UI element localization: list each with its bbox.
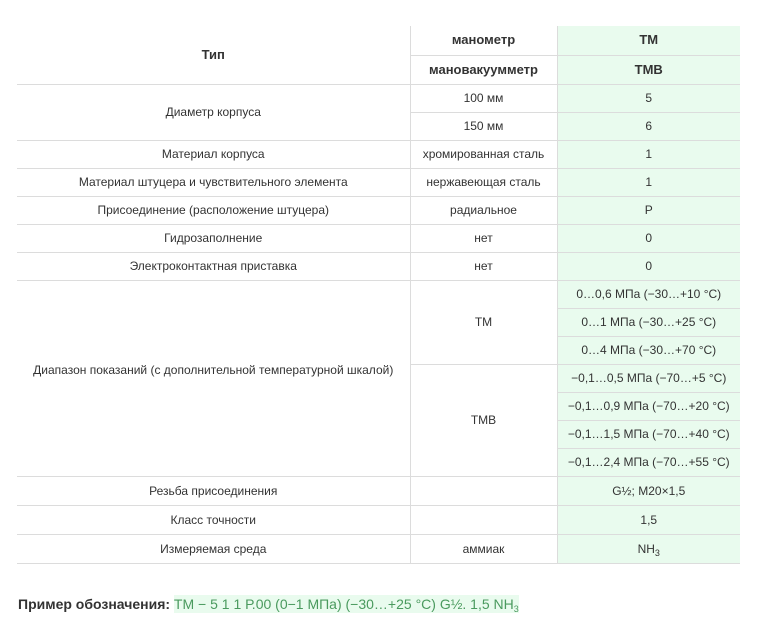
case-material-code: 1 xyxy=(557,140,740,168)
diameter-code-5: 5 xyxy=(557,84,740,112)
range-label: Диапазон показаний (с дополнительной температурной шкалой) xyxy=(17,280,410,476)
fitting-material-label: Материал штуцера и чувствительного элемента xyxy=(17,168,410,196)
medium-label: Измеряемая среда xyxy=(17,534,410,563)
case-material-value: хромированная сталь xyxy=(410,140,557,168)
range-tmv-code-3: −0,1…1,5 МПа (−70…+40 °C) xyxy=(557,420,740,448)
medium-code xyxy=(557,534,740,563)
fitting-material-value: нержавеющая сталь xyxy=(410,168,557,196)
range-tmv-code-4: −0,1…2,4 МПа (−70…+55 °C) xyxy=(557,448,740,476)
range-tm-label: ТМ xyxy=(410,280,557,364)
manovacuummeter-header: мановакуумметр xyxy=(410,55,557,84)
thread-code: G½; М20×1,5 xyxy=(557,476,740,505)
specification-table xyxy=(17,26,740,564)
connection-label: Присоединение (расположение штуцера) xyxy=(17,196,410,224)
example-code-main: ТМ − 5 1 1 Р.00 (0−1 МПа) (−30…+25 °C) G½. 1,5 NH xyxy=(173,596,514,612)
electrocontact-code: 0 xyxy=(557,252,740,280)
thread-label: Резьба присоединения xyxy=(17,476,410,505)
range-tmv-code-1: −0,1…0,5 МПа (−70…+5 °C) xyxy=(557,364,740,392)
range-tmv-code-2: −0,1…0,9 МПа (−70…+20 °C) xyxy=(557,392,740,420)
manometer-header: манометр xyxy=(410,26,557,55)
connection-code: Р xyxy=(557,196,740,224)
hydro-fill-label: Гидрозаполнение xyxy=(17,224,410,252)
electrocontact-label: Электроконтактная приставка xyxy=(17,252,410,280)
type-header: Тип xyxy=(17,26,410,84)
diameter-label: Диаметр корпуса xyxy=(17,84,410,140)
accuracy-value xyxy=(410,505,557,534)
example-code-subscript: 3 xyxy=(513,604,519,614)
case-material-label: Материал корпуса xyxy=(17,140,410,168)
fitting-material-code: 1 xyxy=(557,168,740,196)
medium-code-subscript: 3 xyxy=(654,547,660,558)
designation-example xyxy=(18,596,519,612)
range-tm-code-3: 0…4 МПа (−30…+70 °C) xyxy=(557,336,740,364)
medium-code-main: NH xyxy=(637,541,655,556)
diameter-code-6: 6 xyxy=(557,112,740,140)
accuracy-code: 1,5 xyxy=(557,505,740,534)
hydro-fill-code: 0 xyxy=(557,224,740,252)
tmv-code-header: ТМВ xyxy=(557,55,740,84)
range-tm-code-2: 0…1 МПа (−30…+25 °C) xyxy=(557,308,740,336)
accuracy-label: Класс точности xyxy=(17,505,410,534)
example-label: Пример обозначения: xyxy=(18,596,171,612)
thread-value xyxy=(410,476,557,505)
medium-value: аммиак xyxy=(410,534,557,563)
connection-value: радиальное xyxy=(410,196,557,224)
electrocontact-value: нет xyxy=(410,252,557,280)
tm-code-header: ТМ xyxy=(557,26,740,55)
example-code xyxy=(174,595,519,613)
hydro-fill-value: нет xyxy=(410,224,557,252)
range-tm-code-1: 0…0,6 МПа (−30…+10 °C) xyxy=(557,280,740,308)
range-tmv-label: ТМВ xyxy=(410,364,557,476)
diameter-value-100: 100 мм xyxy=(410,84,557,112)
diameter-value-150: 150 мм xyxy=(410,112,557,140)
